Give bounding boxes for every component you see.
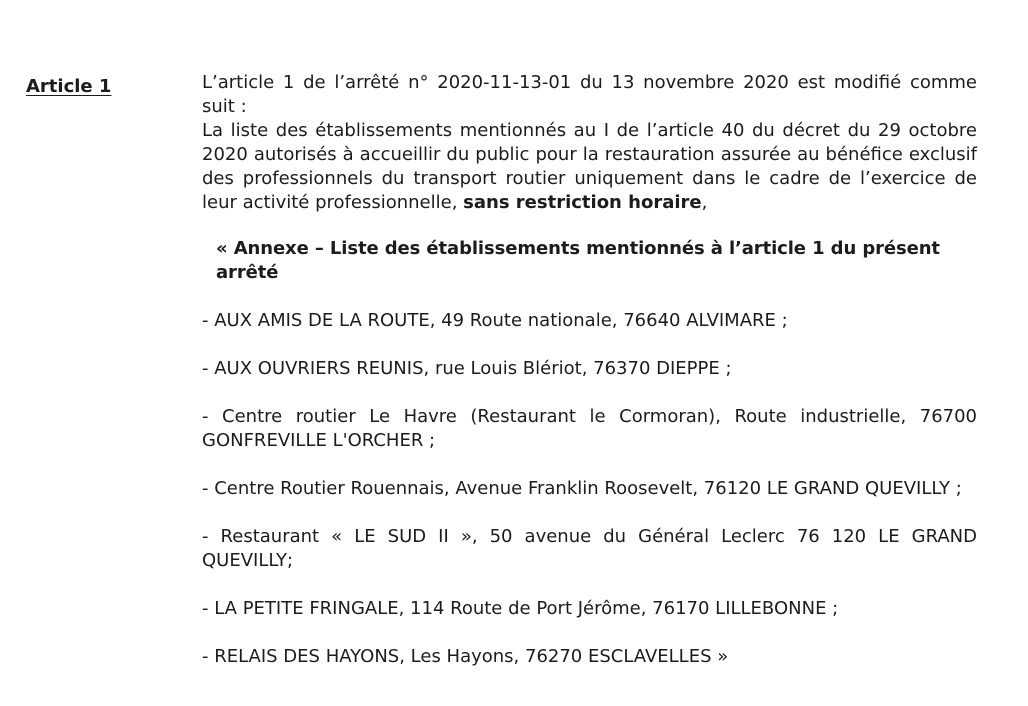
- article-main-text: [202, 119, 977, 215]
- list-item: - Centre routier Le Havre (Restaurant le Cormoran), Route industrielle, 76700 GONFREVILLE L'ORCHER ;: [202, 406, 977, 451]
- article-body: [202, 71, 977, 669]
- article-label: Article 1: [26, 76, 112, 97]
- main-text-bold: sans restriction horaire: [463, 192, 702, 213]
- list-item: - AUX OUVRIERS REUNIS, rue Louis Blériot, 76370 DIEPPE ;: [202, 358, 732, 379]
- main-text-start: La liste des établissements mentionnés au I de l’article 40 du décret du 29 octobre 2020 autorisés à accueillir du public pour la restauration assurée au bénéfice exclusif des professionnels du transport routier uniquement dans le cadre de l’exercice de leur activité professionnelle,: [202, 120, 977, 213]
- list-item: - RELAIS DES HAYONS, Les Hayons, 76270 ESCLAVELLES »: [202, 646, 729, 667]
- establishment-list: [202, 309, 977, 669]
- list-item: - Centre Routier Rouennais, Avenue Franklin Roosevelt, 76120 LE GRAND QUEVILLY ;: [202, 478, 962, 499]
- main-text-end: ,: [701, 192, 708, 213]
- list-item: - AUX AMIS DE LA ROUTE, 49 Route nationale, 76640 ALVIMARE ;: [202, 310, 788, 331]
- article-intro: L’article 1 de l’arrêté n° 2020-11-13-01 du 13 novembre 2020 est modifié comme suit :: [202, 72, 977, 117]
- list-item: - Restaurant « LE SUD II », 50 avenue du Général Leclerc 76 120 LE GRAND QUEVILLY;: [202, 526, 977, 571]
- annex-title: « Annexe – Liste des établissements mentionnés à l’article 1 du présent arrêté: [216, 238, 940, 283]
- list-item: - LA PETITE FRINGALE, 114 Route de Port Jérôme, 76170 LILLEBONNE ;: [202, 598, 839, 619]
